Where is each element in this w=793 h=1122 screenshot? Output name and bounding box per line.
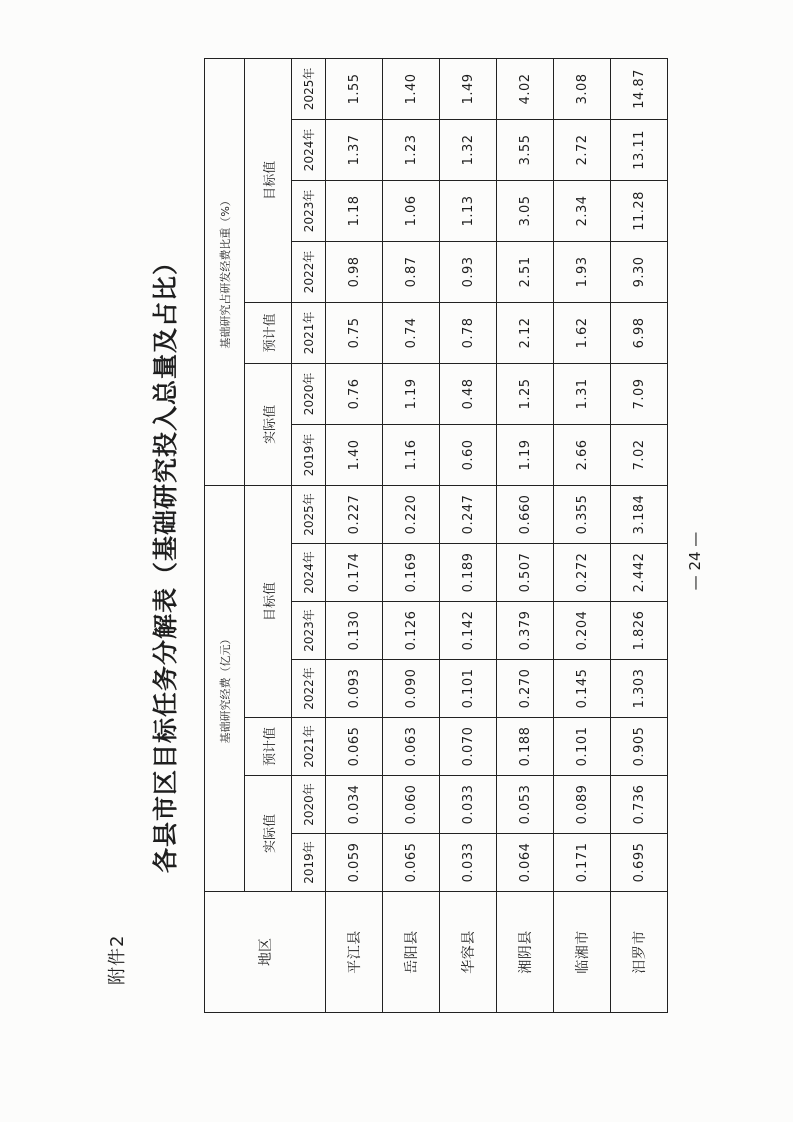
value-cell: 2.66: [554, 424, 611, 485]
value-cell: 0.065: [326, 718, 383, 776]
value-cell: 4.02: [497, 58, 554, 119]
value-cell: 7.09: [611, 363, 668, 424]
value-cell: 2.442: [611, 544, 668, 602]
value-cell: 0.101: [554, 718, 611, 776]
region-cell: 岳阳县: [383, 892, 440, 1013]
value-cell: 0.695: [611, 834, 668, 892]
value-cell: 0.74: [383, 302, 440, 363]
year-header: 2025年: [292, 58, 326, 119]
region-cell: 汨罗市: [611, 892, 668, 1013]
region-cell: 平江县: [326, 892, 383, 1013]
value-cell: 1.55: [326, 58, 383, 119]
value-cell: 1.16: [383, 424, 440, 485]
value-cell: 1.31: [554, 363, 611, 424]
subgroup-header-actual: 实际值: [245, 776, 292, 892]
table-row: [554, 58, 611, 1012]
value-cell: 0.93: [440, 241, 497, 302]
value-cell: 0.220: [383, 485, 440, 543]
attachment-label: 附件2: [107, 934, 128, 985]
value-cell: 13.11: [611, 119, 668, 180]
value-cell: 0.270: [497, 660, 554, 718]
value-cell: 1.23: [383, 119, 440, 180]
value-cell: 0.660: [497, 485, 554, 543]
value-cell: 0.145: [554, 660, 611, 718]
subgroup-header-target: 目标值: [245, 485, 292, 717]
target-breakdown-table: [204, 58, 668, 1013]
value-cell: 3.184: [611, 485, 668, 543]
year-header: 2022年: [292, 660, 326, 718]
value-cell: 1.303: [611, 660, 668, 718]
page-title: 各县市区目标任务分解表（基础研究投入总量及占比）: [151, 249, 180, 874]
value-cell: 1.19: [497, 424, 554, 485]
value-cell: 0.126: [383, 602, 440, 660]
year-header: 2022年: [292, 241, 326, 302]
value-cell: 14.87: [611, 58, 668, 119]
value-cell: 1.13: [440, 180, 497, 241]
value-cell: 1.62: [554, 302, 611, 363]
value-cell: 7.02: [611, 424, 668, 485]
subgroup-header-estimated: 预计值: [245, 718, 292, 776]
value-cell: 0.070: [440, 718, 497, 776]
year-header: 2024年: [292, 544, 326, 602]
value-cell: 0.090: [383, 660, 440, 718]
table-row: [611, 58, 668, 1012]
year-header: 2020年: [292, 776, 326, 834]
value-cell: 3.05: [497, 180, 554, 241]
value-cell: 0.174: [326, 544, 383, 602]
value-cell: 1.25: [497, 363, 554, 424]
value-cell: 0.065: [383, 834, 440, 892]
value-cell: 0.507: [497, 544, 554, 602]
value-cell: 0.034: [326, 776, 383, 834]
value-cell: 1.40: [383, 58, 440, 119]
year-header: 2021年: [292, 718, 326, 776]
subgroup-header-target: 目标值: [245, 58, 292, 302]
value-cell: 0.736: [611, 776, 668, 834]
value-cell: 0.171: [554, 834, 611, 892]
subgroup-header-estimated: 预计值: [245, 302, 292, 363]
value-cell: 0.059: [326, 834, 383, 892]
value-cell: 0.48: [440, 363, 497, 424]
value-cell: 2.34: [554, 180, 611, 241]
value-cell: 0.905: [611, 718, 668, 776]
value-cell: 0.060: [383, 776, 440, 834]
value-cell: 0.064: [497, 834, 554, 892]
value-cell: 0.98: [326, 241, 383, 302]
year-header: 2019年: [292, 834, 326, 892]
group-header-share: 基础研究占研发经费比重（%）: [205, 58, 245, 485]
value-cell: 0.76: [326, 363, 383, 424]
table-row: [497, 58, 554, 1012]
value-cell: 6.98: [611, 302, 668, 363]
year-header: 2023年: [292, 180, 326, 241]
value-cell: 0.379: [497, 602, 554, 660]
value-cell: 0.063: [383, 718, 440, 776]
value-cell: 1.40: [326, 424, 383, 485]
table-row: [326, 58, 383, 1012]
value-cell: 1.32: [440, 119, 497, 180]
year-header: 2019年: [292, 424, 326, 485]
value-cell: 0.75: [326, 302, 383, 363]
value-cell: 11.28: [611, 180, 668, 241]
value-cell: 1.826: [611, 602, 668, 660]
value-cell: 0.089: [554, 776, 611, 834]
year-header: 2020年: [292, 363, 326, 424]
value-cell: 2.72: [554, 119, 611, 180]
value-cell: 9.30: [611, 241, 668, 302]
year-header: 2025年: [292, 485, 326, 543]
table-row: [440, 58, 497, 1012]
region-column-header: 地区: [205, 892, 326, 1013]
value-cell: 0.142: [440, 602, 497, 660]
value-cell: 0.053: [497, 776, 554, 834]
value-cell: 0.272: [554, 544, 611, 602]
value-cell: 0.188: [497, 718, 554, 776]
value-cell: 0.227: [326, 485, 383, 543]
value-cell: 1.37: [326, 119, 383, 180]
value-cell: 1.06: [383, 180, 440, 241]
value-cell: 0.355: [554, 485, 611, 543]
year-header: 2024年: [292, 119, 326, 180]
value-cell: 1.93: [554, 241, 611, 302]
table-row: [383, 58, 440, 1012]
value-cell: 2.51: [497, 241, 554, 302]
value-cell: 0.78: [440, 302, 497, 363]
value-cell: 1.49: [440, 58, 497, 119]
value-cell: 0.204: [554, 602, 611, 660]
region-cell: 湘阴县: [497, 892, 554, 1013]
value-cell: 0.87: [383, 241, 440, 302]
value-cell: 3.55: [497, 119, 554, 180]
subgroup-header-actual: 实际值: [245, 363, 292, 485]
region-cell: 华容县: [440, 892, 497, 1013]
value-cell: 3.08: [554, 58, 611, 119]
group-header-funding: 基础研究经费（亿元）: [205, 485, 245, 891]
region-cell: 临湘市: [554, 892, 611, 1013]
value-cell: 1.19: [383, 363, 440, 424]
value-cell: 0.130: [326, 602, 383, 660]
year-header: 2023年: [292, 602, 326, 660]
value-cell: 0.247: [440, 485, 497, 543]
page-number: — 24 —: [686, 531, 704, 591]
value-cell: 1.18: [326, 180, 383, 241]
value-cell: 0.60: [440, 424, 497, 485]
value-cell: 0.189: [440, 544, 497, 602]
value-cell: 0.169: [383, 544, 440, 602]
year-header: 2021年: [292, 302, 326, 363]
value-cell: 0.101: [440, 660, 497, 718]
value-cell: 2.12: [497, 302, 554, 363]
value-cell: 0.033: [440, 834, 497, 892]
value-cell: 0.033: [440, 776, 497, 834]
value-cell: 0.093: [326, 660, 383, 718]
